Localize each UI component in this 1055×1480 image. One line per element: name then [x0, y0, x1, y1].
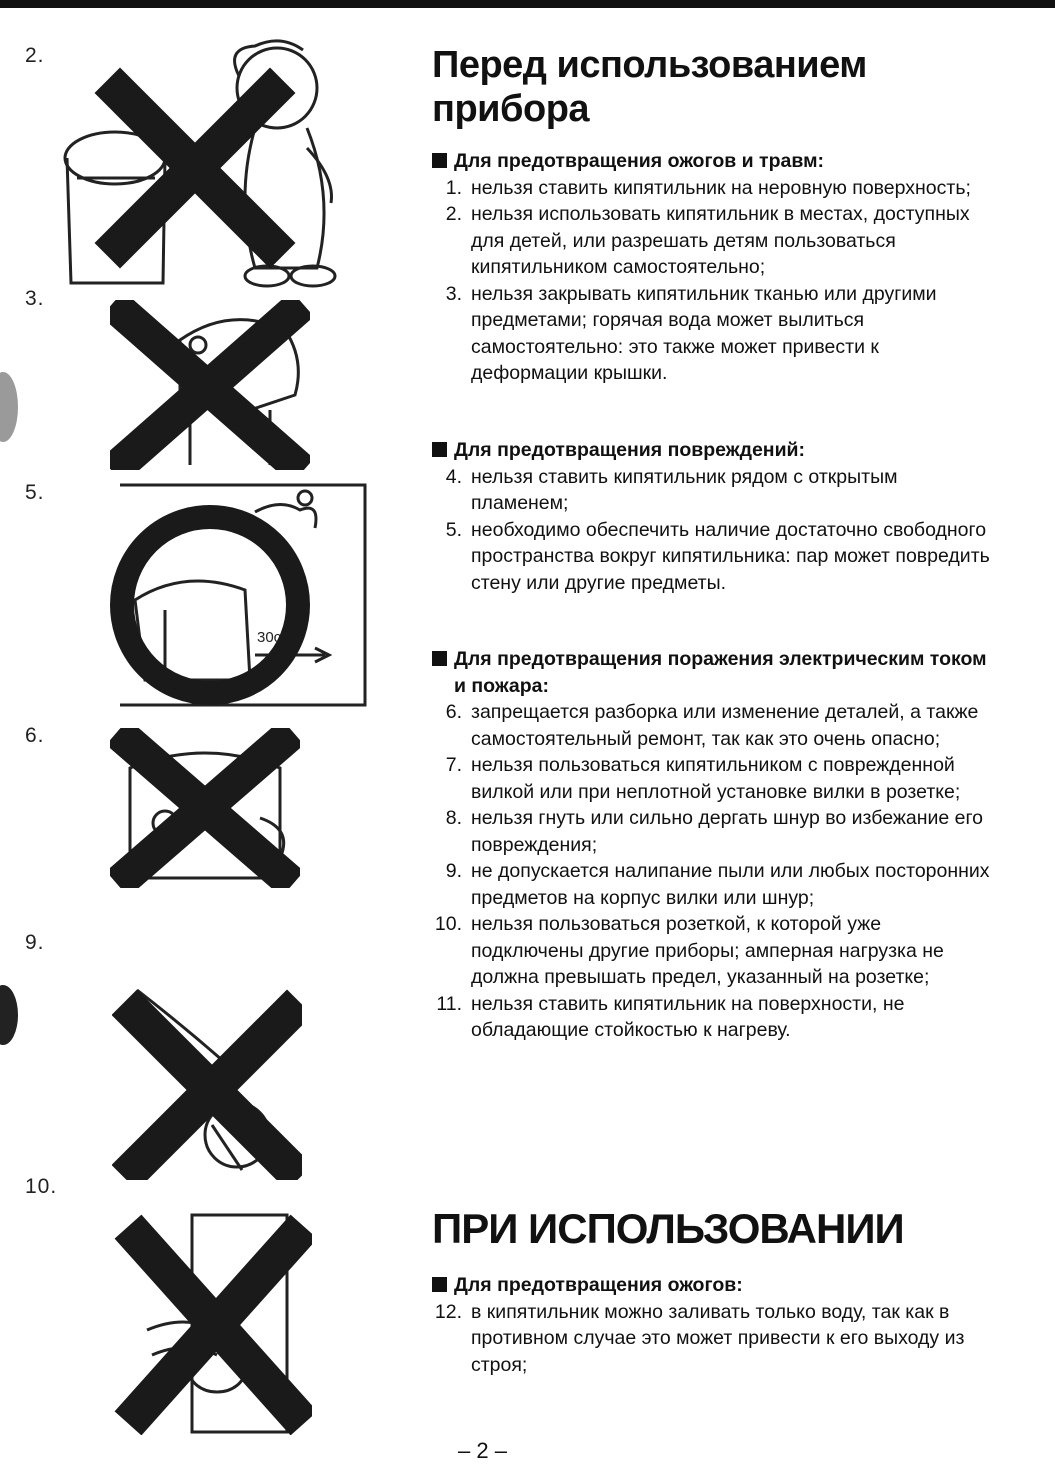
item-number: 7.: [445, 754, 462, 776]
item-number: 1.: [445, 176, 462, 199]
item-number: 8.: [445, 807, 462, 829]
list-item: [432, 281, 992, 387]
item-text: в кипятильник можно заливать только воду, так как в противном случае это может привести к его выходу из строя;: [471, 1300, 965, 1376]
list-item: [432, 175, 992, 202]
list-item: [432, 991, 992, 1044]
section-heading: Для предотвращения ожогов:: [432, 1272, 992, 1299]
item-text: нельзя ставить кипятильник на поверхности, не обладающие стойкостью к нагреву.: [471, 992, 905, 1041]
page-title: Перед использованием прибора: [432, 44, 867, 130]
list-item: [432, 699, 992, 752]
scan-edge-mark: [0, 985, 18, 1045]
top-border: [0, 0, 1055, 8]
figure-child-kettle: [55, 28, 355, 293]
disassembly-illustration: [110, 728, 300, 888]
item-number: 9.: [445, 860, 462, 882]
page-number: – 2 –: [458, 1438, 507, 1463]
figure-number-9: 9.: [25, 931, 45, 954]
figure-number-5: 5.: [25, 481, 45, 504]
item-text: нельзя использовать кипятильник в местах, доступных для детей, или разрешать детям пользоваться кипятильником самостоятельно;: [471, 203, 970, 278]
item-number: 12.: [434, 1300, 462, 1323]
list-item: [432, 1299, 992, 1379]
item-text: нельзя ставить кипятильник рядом с открытым пламенем;: [471, 465, 898, 514]
scan-edge-mark: [0, 372, 18, 442]
list-item: [432, 517, 992, 597]
section-damage: [432, 437, 992, 596]
item-number: 10.: [434, 913, 462, 935]
item-number: 3.: [445, 282, 462, 305]
section-heading: Для предотвращения повреждений:: [432, 437, 992, 464]
prohibited-cross-icon: [125, 315, 290, 460]
allowed-circle-icon: [122, 517, 298, 693]
figure-disassembly: [110, 728, 300, 888]
item-number: 5.: [445, 518, 462, 541]
section-heading: Для предотвращения поражения электрическим током и пожара:: [432, 646, 992, 699]
list-item: [432, 752, 992, 805]
list-item: [432, 911, 992, 991]
item-text: нельзя ставить кипятильник на неровную поверхность;: [471, 176, 971, 199]
item-number: 6.: [445, 701, 462, 723]
section-burns-injuries: [432, 148, 992, 387]
figure-number-2: 2.: [25, 44, 45, 67]
list-item: [432, 464, 992, 517]
list-item: [432, 858, 992, 911]
section-heading: Для предотвращения ожогов и травм:: [432, 148, 992, 175]
list-item: [432, 201, 992, 281]
item-number: 11.: [436, 992, 462, 1015]
section-title-in-use: ПРИ ИСПОЛЬЗОВАНИИ: [432, 1205, 904, 1252]
item-text: запрещается разборка или изменение деталей, а также самостоятельный ремонт, так как это очень опасно;: [471, 701, 979, 750]
figure-outlet: [112, 1210, 312, 1435]
outlet-illustration: [112, 1210, 312, 1435]
prohibited-cross-icon: [137, 1015, 287, 1165]
section-burns: [432, 1272, 992, 1378]
figure-number-10: 10.: [25, 1175, 58, 1198]
section-electric-fire: [432, 646, 992, 1044]
item-text: необходимо обеспечить наличие достаточно свободного пространства вокруг кипятильника: пар может повредить стену или другие предметы.: [471, 518, 990, 594]
list-item: [432, 805, 992, 858]
item-number: 2.: [445, 203, 462, 225]
item-text: не допускается налипание пыли или любых посторонних предметов на корпус вилки или шнур;: [471, 860, 990, 909]
clearance-illustration: [105, 480, 375, 710]
figure-number-3: 3.: [25, 287, 45, 310]
item-text: нельзя пользоваться кипятильником с поврежденной вилкой или при неплотной установке вилки в розетке;: [471, 754, 961, 803]
figure-clearance: [105, 480, 375, 710]
clearance-label: 30cm: [257, 629, 294, 646]
covered-kettle-illustration: [110, 300, 310, 470]
figure-number-6: 6.: [25, 724, 45, 747]
figure-plug-cord: [112, 985, 302, 1180]
child-kettle-illustration: [55, 28, 355, 293]
item-number: 4.: [445, 465, 462, 488]
figure-covered-kettle: [110, 300, 310, 470]
plug-cord-illustration: [112, 985, 302, 1180]
item-text: нельзя пользоваться розеткой, к которой уже подключены другие приборы; амперная нагрузка не должна превышать предел, указанный на розетке;: [471, 913, 944, 988]
item-text: нельзя гнуть или сильно дергать шнур во избежание его повреждения;: [471, 807, 984, 856]
prohibited-cross-icon: [130, 743, 280, 873]
item-text: нельзя закрывать кипятильник тканью или другими предметами; горячая вода может вылиться самостоятельно: это также может привести к деформации крышки.: [471, 282, 937, 384]
